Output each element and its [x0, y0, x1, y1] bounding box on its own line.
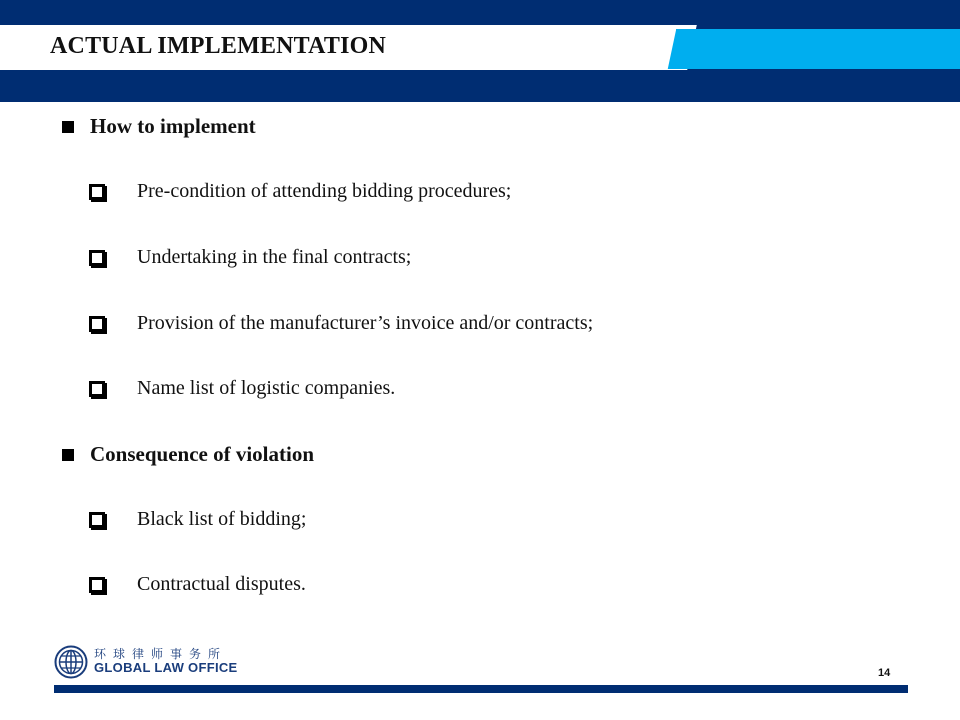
list-item-text: Pre-condition of attending bidding procedures; — [137, 180, 512, 202]
slide-title: ACTUAL IMPLEMENTATION — [50, 33, 387, 59]
list-item — [89, 312, 593, 335]
list-item — [89, 508, 306, 531]
hollow-square-bullet-icon — [89, 381, 105, 397]
list-item — [89, 180, 511, 203]
logo-english-name: GLOBAL LAW OFFICE — [94, 660, 238, 676]
header-accent — [676, 29, 960, 69]
hollow-square-bullet-icon — [89, 184, 105, 200]
section-heading-how-to-implement — [62, 114, 256, 139]
hollow-square-bullet-icon — [89, 577, 105, 593]
section-heading-text: Consequence of violation — [90, 442, 315, 466]
list-item-text: Black list of bidding; — [137, 508, 307, 530]
list-item-text: Undertaking in the final contracts; — [137, 246, 412, 268]
list-item — [89, 377, 395, 400]
hollow-square-bullet-icon — [89, 250, 105, 266]
logo-text — [94, 648, 238, 675]
filled-square-bullet-icon — [62, 449, 74, 461]
filled-square-bullet-icon — [62, 121, 74, 133]
section-heading-text: How to implement — [90, 114, 256, 138]
footer-rule — [54, 685, 908, 693]
list-item-text: Name list of logistic companies. — [137, 377, 396, 399]
globe-icon — [54, 645, 88, 679]
global-law-office-logo — [54, 645, 238, 679]
list-item — [89, 246, 411, 269]
page-number: 14 — [878, 667, 891, 679]
section-heading-consequence — [62, 442, 314, 467]
logo-chinese-name: 环球律师事务所 — [94, 647, 228, 662]
list-item-text: Contractual disputes. — [137, 573, 306, 595]
list-item — [89, 573, 306, 596]
hollow-square-bullet-icon — [89, 512, 105, 528]
hollow-square-bullet-icon — [89, 316, 105, 332]
list-item-text: Provision of the manufacturer’s invoice and/or contracts; — [137, 312, 594, 334]
